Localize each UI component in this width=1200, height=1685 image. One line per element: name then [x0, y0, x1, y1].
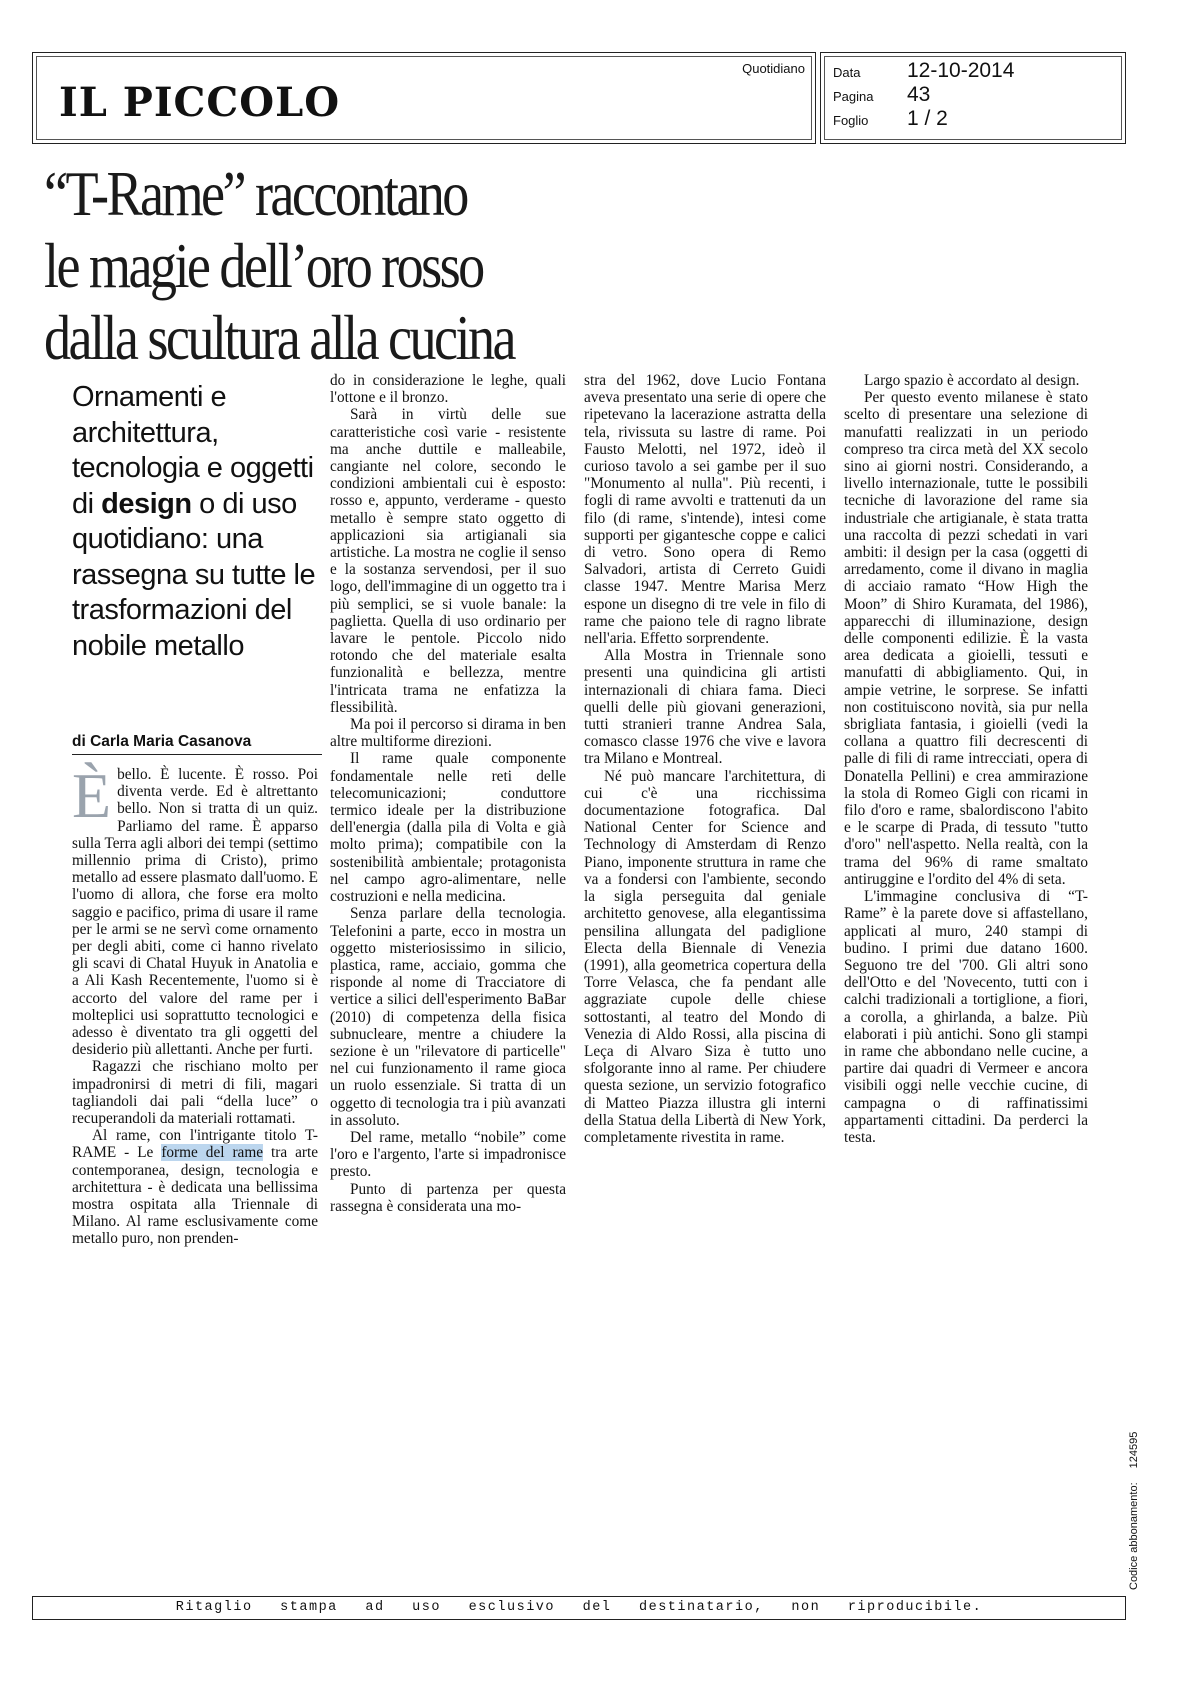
newspaper-logo: IL PICCOLO [59, 79, 341, 126]
paragraph: Né può mancare l'architettura, di cui c'è una ricchissima documentazione fotografica. Dal National Center for Science and Technology di Amsterdam di Renzo Piano, imponente struttura in rame che va a fondersi con l'ambiente, secondo la sigla perseguita dal geniale architetto genovese, alla elegantissima pensilina allungata del padiglione Electa della Biennale di Venezia (1991), alla geometrica copertura della Torre Velasca, che fa pendant alle aggraziate cupole delle chiese sottostanti, al teatro del Mondo di Venezia di Aldo Rossi, alla piscina di Leça di Alvaro Siza è tutto uno sfolgorante inno al rame. Per chiudere questa sezione, un servizio fotografico di Matteo Piazza illustra gli interni della Statua della Libertà di New York, completamente rivestita in rame. [584, 767, 826, 1146]
paragraph: do in considerazione le leghe, quali l'ottone e il bronzo. [330, 372, 566, 407]
paragraph: Sarà in virtù delle sue caratteristiche così varie - resistente ma anche duttile e malleabile, cangiante nel colore, secondo le condizioni ambientali cui è esposto: rosso e, appunto, verderame - questo metallo è sempre stato oggetto di applicazioni sia artigianali sia artistiche. La mostra ne coglie il senso e la sostanza servendosi, per il suo logo, dell'immagine di un oggetto tra i più semplici, se si vuole banale: la paglietta. Quella di uso ordinario per lavare le pentole. Piccolo nido rotondo che del materiale esalta funzionalità e bellezza, mentre l'intricata trama ne enfatizza la flessibilità. [330, 406, 566, 716]
publication-type: Quotidiano [742, 61, 805, 76]
paragraph: L'immagine conclusiva di “T-Rame” è la parete dove si affastellano, applicati al muro, 240 stampi di budino. I primi due datano 1600. Seguono tre del '700. Gli altri sono dell'Otto e del 'Novecento, tutti con i calchi tradizionali a tortiglione, a fiori, a corolla, a ghirlanda, a balze. Più elaborati i più antichi. Sono gli stampi in rame che abbondano nelle cucine, a partire dai quadri di Vermeer e ancora visibili oggi nelle vecchie cucine, di campagna o di raffinatissimi appartamenti cittadini. Da perderci la testa. [844, 888, 1088, 1146]
article-subtitle [72, 380, 322, 664]
column-1 [72, 760, 318, 1248]
meta-value-sheet: 1 / 2 [907, 107, 948, 130]
headline-line: le magie dell’oro rosso [44, 231, 483, 301]
paragraph-text: bello. È lucente. È rosso. Poi diventa verde. Ed è altrettanto bello. Non si tratta di un quiz. Parliamo del rame. È apparso sulla Terra agli albori dei tempi (settimo millennio prima di Cristo), primo metallo ad essere plasmato dall'uomo. E l'uomo di allora, che forse era molto saggio e pacifico, prima di usare il rame per le armi se ne servì come ornamento per degli abiti, come ci hanno rivelato gli scavi di Chatal Huyuk in Anatolia e a Ali Kash Recentemente, l'uomo si è accorto del valore del rame per i molteplici usi soprattutto tecnologici e adesso è diventato tra gli oggetti del desiderio più allettanti. Anche per furti. [72, 766, 318, 1059]
subscription-code [1128, 1432, 1140, 1590]
footer-notice: Ritaglio stampa ad uso esclusivo del destinatario, non riproducibile. [175, 1600, 983, 1615]
paragraph: Ragazzi che rischiano molto per impadronirsi di metri di fili, magari tagliandoli dai pali “della luce” o recuperandoli da materiali rottamati. [72, 1058, 318, 1128]
paragraph [72, 1127, 318, 1247]
subtitle-bold-word: design [101, 487, 192, 520]
subtitle-text: o di uso quotidiano: una rassegna su tutte le trasformazioni del nobile metallo [72, 487, 316, 662]
meta-label: Pagina [833, 89, 874, 104]
meta-value-page: 43 [907, 83, 931, 106]
meta-label: Data [833, 65, 861, 80]
byline: di Carla Maria Casanova [72, 733, 322, 755]
subscription-code-label: Codice abbonamento: [1128, 1482, 1140, 1590]
column-4 [844, 372, 1088, 1146]
masthead [32, 52, 1126, 146]
column-2 [330, 372, 566, 1215]
paragraph: Del rame, metallo “nobile” come l'oro e l'argento, l'arte si impadronisce presto. [330, 1128, 566, 1181]
masthead-title-box [32, 52, 816, 144]
paragraph: Largo spazio è accordato al design. [864, 372, 1080, 389]
subtitle-text: Ornamenti e architettura, tecnologia e oggetti di [72, 381, 314, 520]
article-headline [44, 158, 663, 374]
headline-line: dalla scultura alla cucina [44, 303, 514, 373]
subscription-code-value: 124595 [1128, 1431, 1140, 1469]
headline-line: “T-Rame” raccontano [44, 159, 467, 229]
paragraph: Alla Mostra in Triennale sono presenti una quindicina gli artisti internazionali di chiara fama. Dieci quelli delle più giovani generazioni, tutti stranieri tranne Andrea Sala, comasco classe 1976 che vive e lavora tra Milano e Montreal. [584, 647, 826, 768]
masthead-meta-box [820, 52, 1126, 144]
paragraph-text: Al rame, con l'intrigante titolo T-RAME - Le [72, 1127, 318, 1162]
paragraph: Senza parlare della tecnologia. Telefonini a parte, ecco in mostra un oggetto misteriosissimo in silicio, plastica, rame, acciaio, gomma che risponde al nome di Tracciatore di vertice a silici dell'esperimento BaBar (2010) di competenza della fisica subnucleare, mentre a chiudere la sezione è un "rilevatore di particelle" nel cui funzionamento il rame gioca un ruolo essenziale. Si tratta di un oggetto di tecnologia tra i più avanzati in assoluto. [330, 905, 566, 1129]
paragraph-text: tra arte contemporanea, design, tecnologia e architettura - è dedicata una bellissima mostra ospitata alla Triennale di Milano. Al rame esclusivamente come metallo puro, non prenden- [72, 1144, 318, 1248]
paragraph: Il rame quale componente fondamentale nelle reti delle telecomunicazioni; conduttore termico ideale per la distribuzione dell'energia (dalla pila di Volta e già molto prima); compatibile con la sostenibilità ambientale; protagonista nel campo agro-alimentare, nelle costruzioni e nella medicina. [330, 750, 566, 906]
footer-notice-box [32, 1596, 1126, 1620]
column-3 [584, 372, 826, 1146]
meta-label: Foglio [833, 113, 869, 128]
paragraph: Per questo evento milanese è stato scelto di presentare una selezione di manufatti realizzati in un periodo compreso tra circa metà del XX secolo sino ai giorni nostri. Considerando, a livello internazionale, tutte le possibili tecniche di lavorazione del rame sia industriale che artigianale, è stata tratta una raccolta di pezzi schedati in vari ambiti: il design per la casa (oggetti di arredamento, come il divano in maglia di acciaio ramato “How High the Moon” di Shiro Kuramata, del 1986), apparecchi di illuminazione, design delle componenti edilizie. È la vasta area dedicata a gioielli, tessuti e manufatti di abbigliamento. Qui, in ampie vetrine, le sorprese. Se infatti non costituiscono novità, sia pur nella sbrigliata fantasia, i gioielli (vedi la collana a quattro fili decrescenti di palle di fili di rame intrecciati, opera di Donatella Pellini) e crea ammirazione la stola di Romeo Gigli con ricami in filo d'oro e rame, sbalordiscono l'abito e le scarpe di Prada, di tessuto "tutto d'oro" nell'aspetto. Nella realtà, con la trama del 96% di rame smaltato antiruggine e l'ordito del 4% di seta. [844, 389, 1088, 888]
paragraph [72, 760, 318, 1059]
paragraph: stra del 1962, dove Lucio Fontana aveva presentato una serie di opere che ripetevano la lacerazione astratta della tela, rivissuta su lastre di rame. Poi Fausto Melotti, nel 1972, ideò il curioso tavolo a sei gambe per il suo "Monumento al nulla". Più recenti, i fogli di rame avvolti e trattenuti da un filo (di rame, s'intende), intesi come supporti per gigantesche coppe e calici di vetro. Sono opera di Remo Salvadori, artista di Cerreto Guidi classe 1947. Mentre Marisa Merz espone un disegno di tre vele in filo di rame che paiono tele di ragno librate nell'aria. Effetto sorprendente. [584, 372, 826, 648]
paragraph: Punto di partenza per questa rassegna è considerata una mo- [330, 1180, 566, 1215]
paragraph: Ma poi il percorso si dirama in ben altre multiforme direzioni. [330, 716, 566, 751]
highlighted-text: forme del rame [161, 1144, 264, 1162]
meta-value-date: 12-10-2014 [907, 59, 1015, 82]
drop-cap: È [72, 760, 112, 831]
